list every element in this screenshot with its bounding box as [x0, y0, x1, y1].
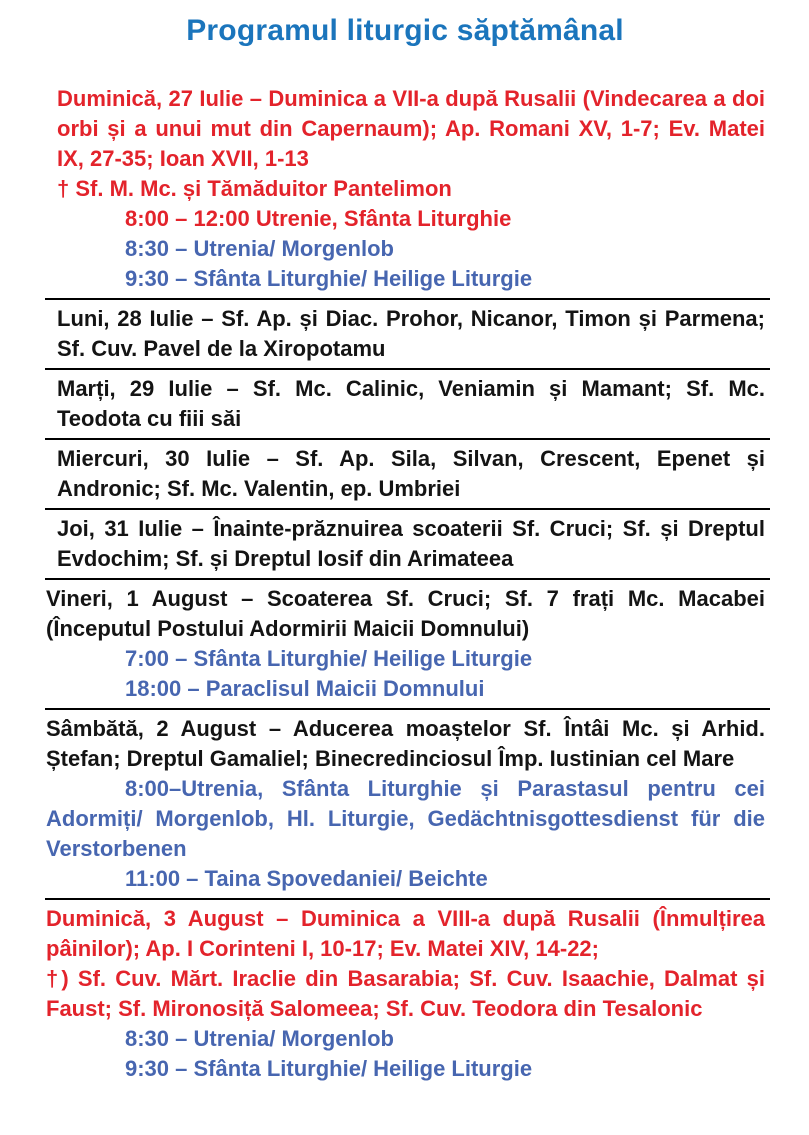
page-title: Programul liturgic săptămânal — [186, 14, 624, 47]
feast-line: †) Sf. Cuv. Mărt. Iraclie din Basarabia; Sf. Cuv. Isaachie, Dalmat și Faust; Sf. Mironosiță Salomeea; Sf. Cuv. Teodora din Tesalonic — [46, 966, 765, 1021]
day-heading: Marți, 29 Iulie – Sf. Mc. Calinic, Veniamin și Mamant; Sf. Mc. Teodota cu fiii săi — [57, 376, 765, 431]
section-sunday-3-august — [46, 904, 765, 1084]
schedule-line: 8:30 – Utrenia/ Morgenlob — [125, 1026, 394, 1051]
day-heading: Luni, 28 Iulie – Sf. Ap. și Diac. Prohor, Nicanor, Timon și Parmena; Sf. Cuv. Pavel de la Xiropotamu — [57, 306, 765, 361]
section-divider — [45, 578, 770, 580]
feast-line: † Sf. M. Mc. și Tămăduitor Pantelimon — [57, 176, 452, 201]
section-divider — [45, 508, 770, 510]
schedule-line: 11:00 – Taina Spovedaniei/ Beichte — [125, 866, 488, 891]
schedule-line: 9:30 – Sfânta Liturghie/ Heilige Liturgie — [125, 1056, 533, 1081]
section-divider — [45, 438, 770, 440]
section-divider — [45, 368, 770, 370]
day-heading: Vineri, 1 August – Scoaterea Sf. Cruci; Sf. 7 frați Mc. Macabei (Începutul Postului Adormirii Maicii Domnului) — [46, 586, 765, 641]
section-sunday-27-july — [57, 84, 765, 294]
section-friday-1-august — [46, 584, 765, 704]
section-monday-28-july — [57, 304, 765, 364]
day-heading: Miercuri, 30 Iulie – Sf. Ap. Sila, Silvan, Crescent, Epenet și Andronic; Sf. Mc. Valentin, ep. Umbriei — [57, 446, 765, 501]
day-heading: Duminică, 27 Iulie – Duminica a VII-a după Rusalii (Vindecarea a doi orbi și a unui mut din Capernaum); Ap. Romani XV, 1-7; Ev. Matei IX, 27-35; Ioan XVII, 1-13 — [57, 86, 765, 171]
schedule-line: 8:00 – 12:00 Utrenie, Sfânta Liturghie — [125, 206, 512, 231]
section-tuesday-29-july — [57, 374, 765, 434]
schedule-line: 18:00 – Paraclisul Maicii Domnului — [125, 676, 485, 701]
section-wednesday-30-july — [57, 444, 765, 504]
schedule-line: 8:30 – Utrenia/ Morgenlob — [125, 236, 394, 261]
day-heading: Duminică, 3 August – Duminica a VIII-a după Rusalii (Înmulțirea pâinilor); Ap. I Corinteni I, 10-17; Ev. Matei XIV, 14-22; — [46, 906, 765, 961]
schedule-line: 7:00 – Sfânta Liturghie/ Heilige Liturgie — [125, 646, 533, 671]
day-heading: Joi, 31 Iulie – Înainte-prăznuirea scoaterii Sf. Cruci; Sf. și Dreptul Evdochim; Sf. și Dreptul Iosif din Arimateea — [57, 516, 765, 571]
schedule-line: 9:30 – Sfânta Liturghie/ Heilige Liturgie — [125, 266, 533, 291]
section-divider — [45, 898, 770, 900]
section-divider — [45, 708, 770, 710]
section-divider — [45, 298, 770, 300]
day-heading: Sâmbătă, 2 August – Aducerea moaștelor Sf. Întâi Mc. și Arhid. Ștefan; Dreptul Gamaliel; Binecredinciosul Împ. Iustinian cel Mare — [46, 716, 765, 771]
schedule-line: 8:00–Utrenia, Sfânta Liturghie și Parastasul pentru cei Adormiți/ Morgenlob, Hl. Liturgie, Gedächtnisgottesdienst für die Verstorbenen — [46, 776, 765, 861]
section-saturday-2-august — [46, 714, 765, 894]
section-thursday-31-july — [57, 514, 765, 574]
